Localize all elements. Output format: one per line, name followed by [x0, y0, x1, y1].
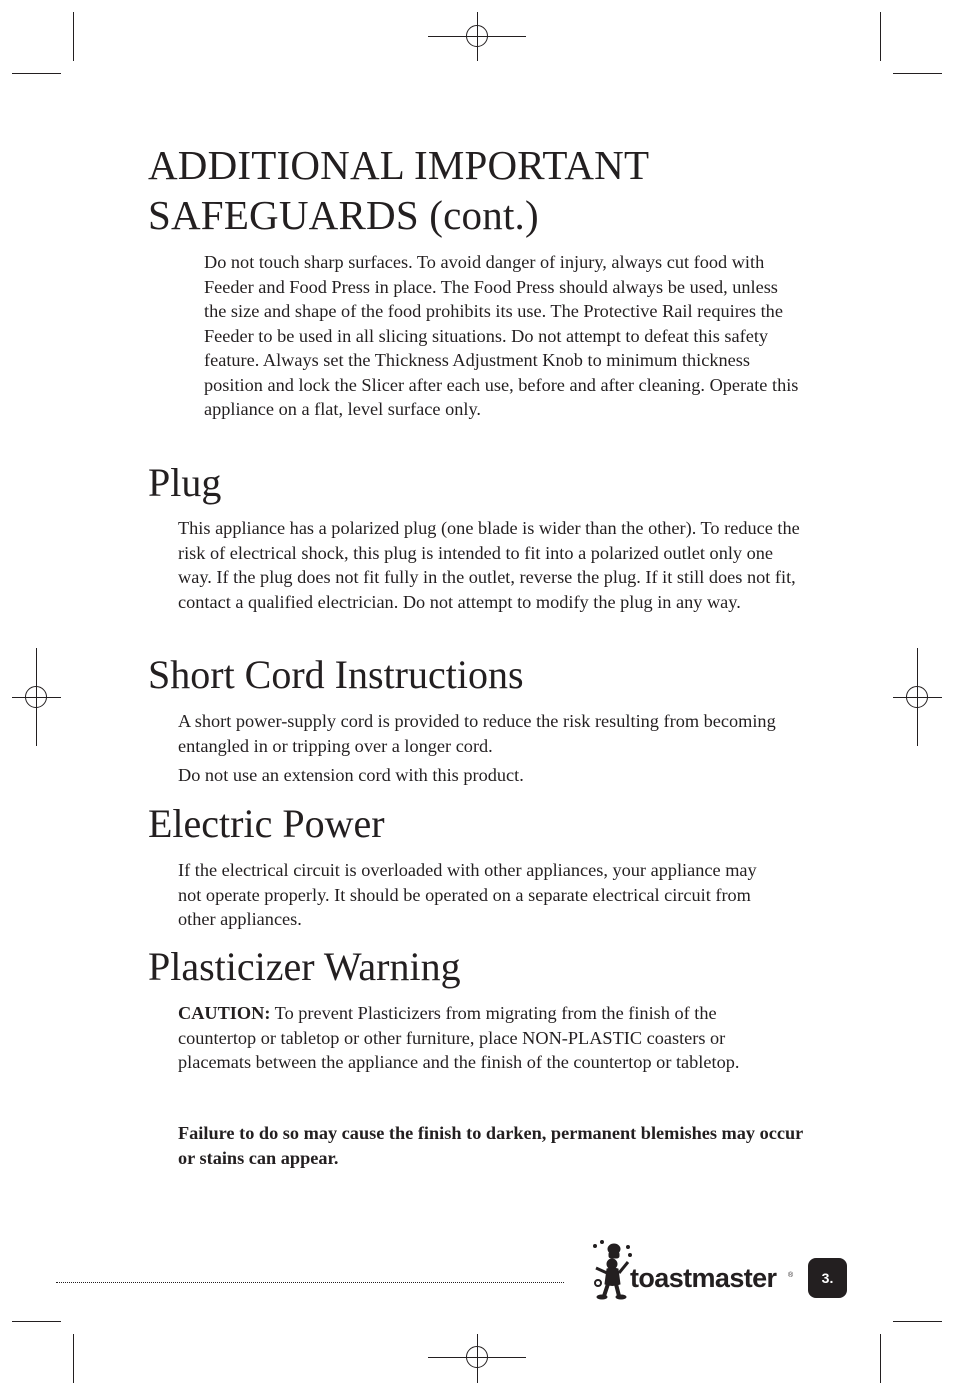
- plasticizer-caution-paragraph: [178, 1001, 798, 1075]
- toastmaster-logo: [590, 1238, 800, 1304]
- footer-dotted-rule: [56, 1282, 564, 1283]
- page-title: [148, 140, 828, 240]
- crop-mark: [880, 1334, 881, 1383]
- crop-mark: [73, 1334, 74, 1383]
- page-number-badge: 3.: [808, 1258, 847, 1298]
- registered-mark: ®: [788, 1272, 794, 1279]
- plug-heading: Plug: [148, 460, 222, 505]
- caution-text: To prevent Plasticizers from migrating from the finish of the countertop or tabletop or other furniture, place NON-PLASTIC coasters or placemats between the appliance and the finish of the countertop or tabletop.: [178, 1003, 740, 1072]
- crop-mark: [12, 1321, 61, 1322]
- safeguards-paragraph: Do not touch sharp surfaces. To avoid danger of injury, always cut food with Feeder and Food Press in place. The Food Press should always be used, unless the size and shape of the food prohibits its use. The Protective Rail requires the Feeder to be used in all slicing situations. Do not attempt to defeat this safety feature. Always set the Thickness Adjustment Knob to minimum thickness position and lock the Slicer after each use, before and after cleaning. Operate this appliance on a flat, level surface only.: [204, 252, 799, 419]
- crop-mark: [880, 12, 881, 61]
- crop-mark: [73, 12, 74, 61]
- electric-power-heading: Electric Power: [148, 801, 385, 846]
- crop-mark: [893, 1321, 942, 1322]
- short-cord-paragraph: A short power-supply cord is provided to reduce the risk resulting from becoming entangled in or tripping over a longer cord.: [178, 711, 776, 756]
- caution-label: CAUTION:: [178, 1003, 271, 1023]
- chef-mascot-icon: [590, 1238, 634, 1304]
- plug-paragraph: This appliance has a polarized plug (one blade is wider than the other). To reduce the risk of electrical shock, this plug is intended to fit into a polarized outlet only one way. If the plug does not fit fully in the outlet, reverse the plug. If it still does not fit, contact a qualified electrician. Do not attempt to modify the plug in any way.: [178, 518, 800, 612]
- electric-power-paragraph: If the electrical circuit is overloaded with other appliances, your appliance may not operate properly. It should be operated on a separate electrical circuit from other appliances.: [178, 860, 757, 929]
- page-title-line-2: SAFEGUARDS (cont.): [148, 192, 539, 238]
- crop-mark: [12, 73, 61, 74]
- page-title-line-1: ADDITIONAL IMPORTANT: [148, 142, 650, 188]
- plasticizer-heading: Plasticizer Warning: [148, 944, 461, 989]
- crop-mark: [893, 73, 942, 74]
- extension-cord-note: Do not use an extension cord with this product.: [178, 765, 524, 785]
- short-cord-heading: Short Cord Instructions: [148, 652, 524, 697]
- plasticizer-warning: Failure to do so may cause the finish to darken, permanent blemishes may occur or stains can appear.: [178, 1123, 803, 1168]
- brand-name: toastmaster: [630, 1263, 777, 1293]
